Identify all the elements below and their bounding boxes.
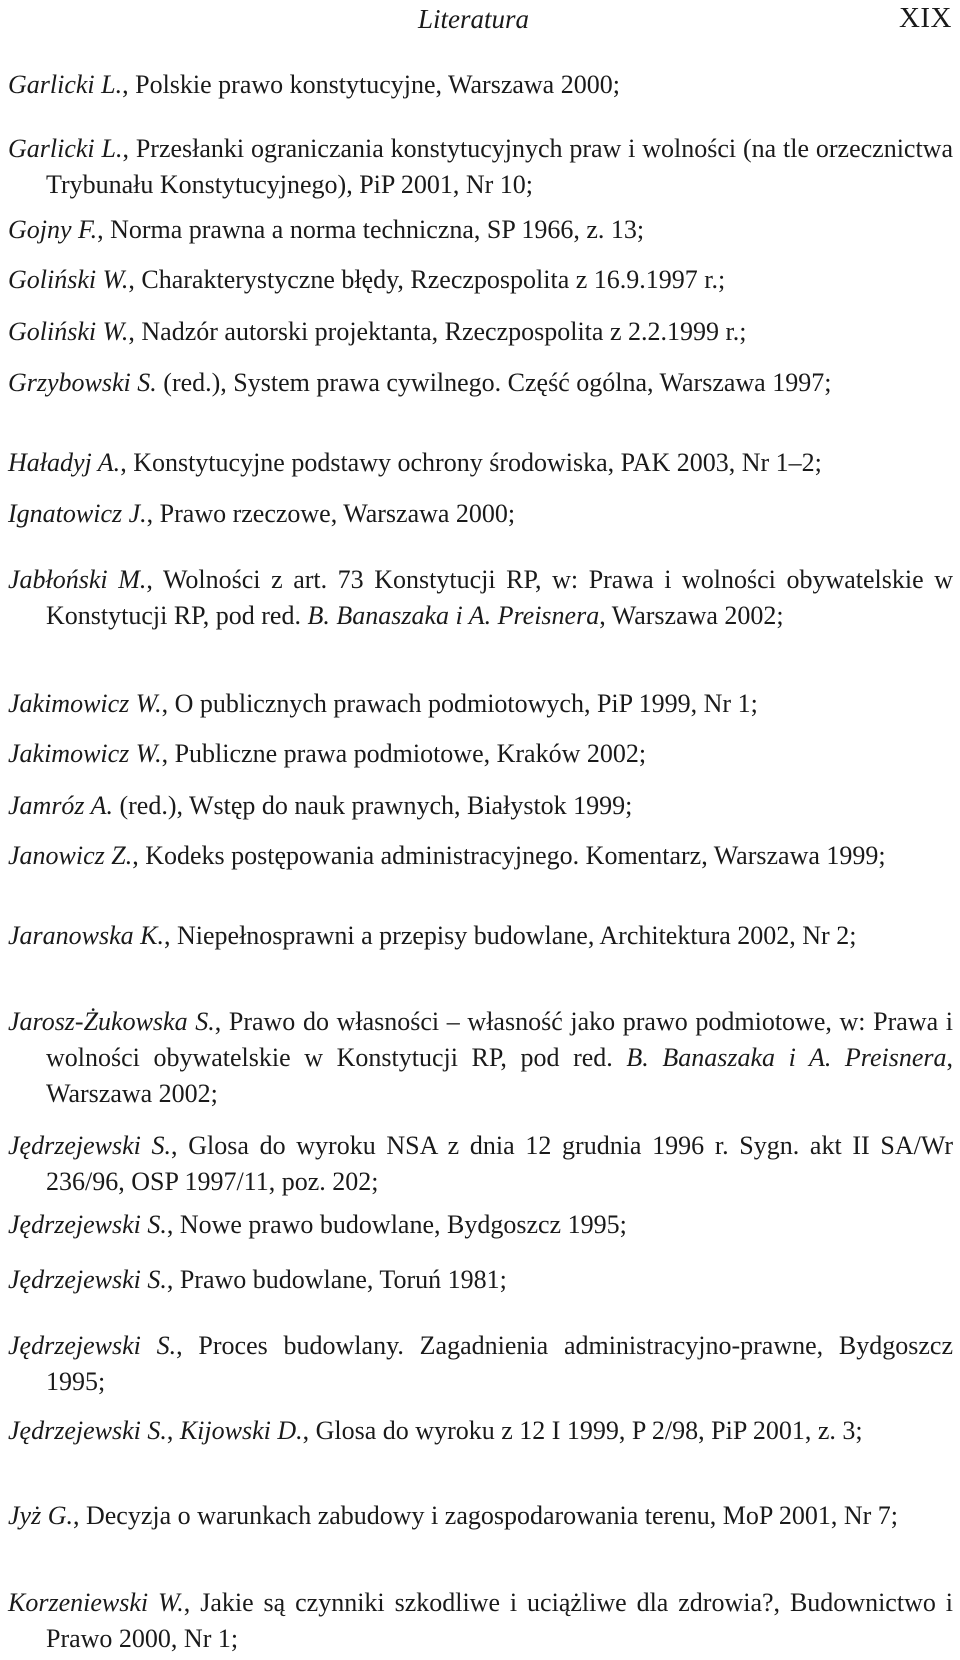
- entry-author: Jaranowska K.: [8, 921, 164, 950]
- entry-editors: B. Banaszaka i A. Preisnera: [307, 601, 600, 630]
- entry-author: Garlicki L.: [8, 70, 123, 99]
- bibliography-entry: [8, 67, 953, 103]
- entry-author: Gojny F.: [8, 215, 98, 244]
- bibliography-entry: [8, 131, 953, 203]
- entry-author: Jabłoński M.: [8, 565, 147, 594]
- entry-author: Goliński W.: [8, 265, 129, 294]
- bibliography-entry: [8, 686, 953, 722]
- bibliography-entry: [8, 918, 953, 954]
- bibliography-entry: [8, 1207, 953, 1243]
- entry-tail: , Warszawa 2002;: [46, 1043, 953, 1108]
- entry-text: , Kodeks postępowania administracyjnego. Komentarz, Warszawa 1999;: [132, 841, 886, 870]
- entry-editors: B. Banaszaka i A. Preisnera: [626, 1043, 947, 1072]
- bibliography-entry: [8, 1128, 953, 1200]
- entry-text: , Nadzór autorski projektanta, Rzeczpospolita z 2.2.1999 r.;: [128, 317, 747, 346]
- bibliography-entry: [8, 1413, 953, 1449]
- bibliography-entry: [8, 496, 953, 532]
- entry-text: , Norma prawna a norma techniczna, SP 1966, z. 13;: [97, 215, 645, 244]
- entry-text: , Proces budowlany. Zagadnienia administracyjno-prawne, Bydgoszcz 1995;: [46, 1331, 953, 1396]
- entry-text: , Nowe prawo budowlane, Bydgoszcz 1995;: [166, 1210, 627, 1239]
- entry-author: Korzeniewski W.: [8, 1588, 184, 1617]
- entry-author: Garlicki L.: [8, 134, 123, 163]
- entry-text: , Decyzja o warunkach zabudowy i zagospodarowania terenu, MoP 2001, Nr 7;: [72, 1501, 898, 1530]
- bibliography-entry: [8, 212, 953, 248]
- bibliography-entry: [8, 788, 953, 824]
- bibliography-entry: [8, 736, 953, 772]
- entry-text: , Niepełnosprawni a przepisy budowlane, Architektura 2002, Nr 2;: [164, 921, 857, 950]
- entry-author: Jamróz A.: [8, 791, 113, 820]
- bibliography-entry: [8, 314, 953, 350]
- entry-text: ,: [166, 1416, 180, 1445]
- entry-author: Jędrzejewski S.: [8, 1265, 167, 1294]
- entry-text: , Prawo budowlane, Toruń 1981;: [166, 1265, 507, 1294]
- entry-author: Jędrzejewski S.: [8, 1416, 167, 1445]
- entry-text: , Konstytucyjne podstawy ochrony środowiska, PAK 2003, Nr 1–2;: [120, 448, 822, 477]
- entry-text: , Jakie są czynniki szkodliwe i uciążliwe dla zdrowia?, Budownictwo i Prawo 2000, Nr 1;: [46, 1588, 953, 1653]
- page-number: XIX: [898, 2, 952, 34]
- entry-author: Haładyj A.: [8, 448, 121, 477]
- entry-tail: , Glosa do wyroku z 12 I 1999, P 2/98, PiP 2001, z. 3;: [302, 1416, 863, 1445]
- entry-tail: , Warszawa 2002;: [599, 601, 784, 630]
- bibliography-entry: [8, 1262, 953, 1298]
- bibliography-entry: [8, 562, 953, 634]
- entry-text: (red.), System prawa cywilnego. Część ogólna, Warszawa 1997;: [156, 368, 832, 397]
- bibliography-entry: [8, 1498, 953, 1534]
- bibliography-entry: [8, 262, 953, 298]
- entry-text: , Wolności z art. 73 Konstytucji RP, w: Prawa i wolności obywatelskie w Konstytucji RP, pod red.: [46, 565, 953, 630]
- entry-author: Jakimowicz W.: [8, 689, 162, 718]
- bibliography-entry: [8, 445, 953, 481]
- entry-text: (red.), Wstęp do nauk prawnych, Białystok 1999;: [112, 791, 633, 820]
- entry-author: Ignatowicz J.: [8, 499, 147, 528]
- bibliography-entry: [8, 838, 953, 874]
- entry-author: Jakimowicz W.: [8, 739, 162, 768]
- running-header-title: Literatura: [418, 4, 530, 34]
- entry-text: , Prawo do własności – własność jako prawo podmiotowe, w: Prawa i wolności obywatelskie w Konstytucji RP, pod red.: [46, 1007, 953, 1072]
- entry-author: Janowicz Z.: [8, 841, 133, 870]
- entry-author: Jędrzejewski S.: [8, 1131, 172, 1160]
- entry-text: , Polskie prawo konstytucyjne, Warszawa 2000;: [122, 70, 620, 99]
- entry-author: Grzybowski S.: [8, 368, 157, 397]
- entry-text: , Publiczne prawa podmiotowe, Kraków 2002;: [161, 739, 647, 768]
- entry-coauthor: Kijowski D.: [179, 1416, 303, 1445]
- running-header: [0, 0, 960, 40]
- bibliography-entry: [8, 1328, 953, 1400]
- entry-text: , Glosa do wyroku NSA z dnia 12 grudnia 1996 r. Sygn. akt II SA/Wr 236/96, OSP 1997/11, poz. 202;: [46, 1131, 954, 1196]
- entry-text: , O publicznych prawach podmiotowych, PiP 1999, Nr 1;: [161, 689, 758, 718]
- entry-author: Jędrzejewski S.: [8, 1210, 167, 1239]
- entry-author: Goliński W.: [8, 317, 129, 346]
- bibliography-entry: [8, 365, 953, 401]
- entry-text: , Przesłanki ograniczania konstytucyjnych praw i wolności (na tle orzecznictwa Trybunału Konstytucyjnego), PiP 2001, Nr 10;: [46, 134, 953, 199]
- bibliography-entry: [8, 1004, 953, 1112]
- entry-text: , Charakterystyczne błędy, Rzeczpospolita z 16.9.1997 r.;: [128, 265, 726, 294]
- entry-author: Jarosz-Żukowska S.: [8, 1007, 215, 1036]
- entry-author: Jyż G.: [8, 1501, 73, 1530]
- bibliography-entry: [8, 1585, 953, 1657]
- entry-author: Jędrzejewski S.: [8, 1331, 177, 1360]
- entry-text: , Prawo rzeczowe, Warszawa 2000;: [146, 499, 516, 528]
